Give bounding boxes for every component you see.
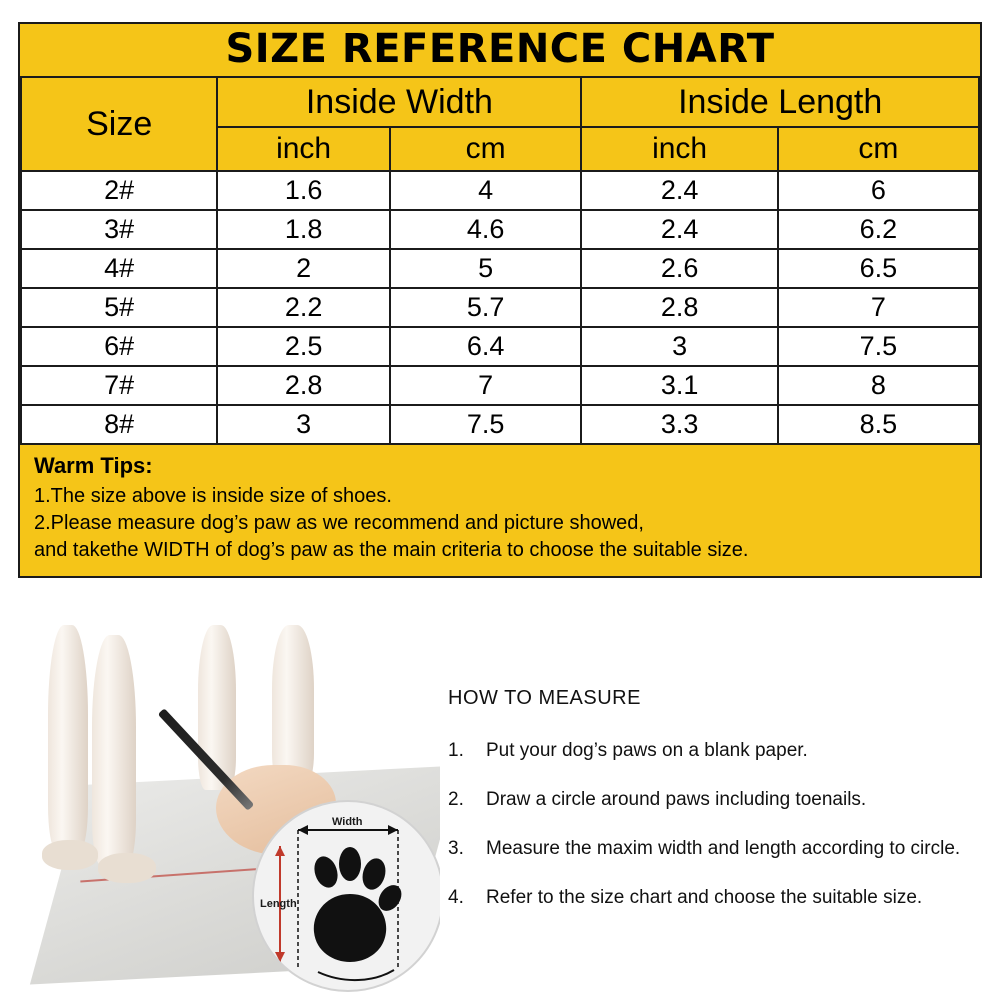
step-number: 2. <box>448 789 464 810</box>
cell-width-inch: 1.6 <box>217 171 389 210</box>
page-title: SIZE REFERENCE CHART <box>225 26 775 72</box>
cell-width-cm: 4 <box>390 171 582 210</box>
cell-length-cm: 6.2 <box>778 210 979 249</box>
cell-length-cm: 8 <box>778 366 979 405</box>
table-row <box>21 210 979 249</box>
cell-length-cm: 8.5 <box>778 405 979 444</box>
list-item <box>448 887 988 909</box>
cell-size: 6# <box>21 327 217 366</box>
cell-size: 3# <box>21 210 217 249</box>
list-item <box>448 838 988 860</box>
dog-leg <box>92 635 136 865</box>
cell-length-inch: 2.8 <box>581 288 777 327</box>
paw-diagram-svg <box>254 802 440 990</box>
cell-width-cm: 5 <box>390 249 582 288</box>
cell-length-inch: 2.4 <box>581 210 777 249</box>
warm-tips-line-3: and takethe WIDTH of dog’s paw as the main criteria to choose the suitable size. <box>34 539 749 561</box>
table-row <box>21 327 979 366</box>
column-header-width-cm: cm <box>390 127 582 171</box>
cell-width-cm: 5.7 <box>390 288 582 327</box>
cell-length-inch: 2.4 <box>581 171 777 210</box>
cell-length-cm: 7.5 <box>778 327 979 366</box>
column-header-inside-width: Inside Width <box>217 77 581 127</box>
cell-width-inch: 3 <box>217 405 389 444</box>
cell-size: 8# <box>21 405 217 444</box>
cell-width-inch: 1.8 <box>217 210 389 249</box>
size-reference-table <box>20 76 980 445</box>
warm-tips-line-1: 1.The size above is inside size of shoes. <box>34 485 392 507</box>
warm-tips-title: Warm Tips: <box>34 453 153 478</box>
cell-width-cm: 6.4 <box>390 327 582 366</box>
cell-length-inch: 2.6 <box>581 249 777 288</box>
cell-width-inch: 2.5 <box>217 327 389 366</box>
length-label: Length <box>260 898 297 910</box>
dog-paw <box>42 840 98 870</box>
size-chart-panel <box>18 22 982 578</box>
paw-measure-diagram <box>252 800 440 992</box>
dog-leg <box>272 625 314 785</box>
cell-length-inch: 3 <box>581 327 777 366</box>
cell-length-cm: 6 <box>778 171 979 210</box>
cell-size: 4# <box>21 249 217 288</box>
column-header-length-inch: inch <box>581 127 777 171</box>
step-text: Draw a circle around paws including toenails. <box>486 789 867 810</box>
list-item <box>448 740 988 762</box>
cell-width-inch: 2 <box>217 249 389 288</box>
list-item <box>448 789 988 811</box>
table-row <box>21 288 979 327</box>
cell-width-cm: 7.5 <box>390 405 582 444</box>
step-text: Refer to the size chart and choose the suitable size. <box>486 887 923 908</box>
cell-length-inch: 3.3 <box>581 405 777 444</box>
cell-width-cm: 7 <box>390 366 582 405</box>
column-header-inside-length: Inside Length <box>581 77 979 127</box>
cell-width-inch: 2.8 <box>217 366 389 405</box>
how-to-measure-section <box>0 625 1000 1000</box>
step-number: 4. <box>448 887 464 908</box>
column-header-length-cm: cm <box>778 127 979 171</box>
column-header-size: Size <box>21 77 217 171</box>
table-row <box>21 249 979 288</box>
cell-width-inch: 2.2 <box>217 288 389 327</box>
warm-tips-section <box>20 445 980 576</box>
table-row <box>21 366 979 405</box>
cell-size: 2# <box>21 171 217 210</box>
warm-tips-line-2: 2.Please measure dog’s paw as we recommend and picture showed, <box>34 512 644 534</box>
table-row <box>21 405 979 444</box>
table-row <box>21 171 979 210</box>
dog-paw <box>98 853 156 883</box>
width-label: Width <box>332 816 363 828</box>
step-text: Put your dog’s paws on a blank paper. <box>486 740 808 761</box>
column-header-width-inch: inch <box>217 127 389 171</box>
cell-size: 7# <box>21 366 217 405</box>
dog-paw-photo <box>20 625 440 993</box>
cell-width-cm: 4.6 <box>390 210 582 249</box>
measure-instructions <box>448 687 988 936</box>
cell-length-cm: 7 <box>778 288 979 327</box>
how-to-measure-heading: HOW TO MEASURE <box>448 687 641 709</box>
step-text: Measure the maxim width and length according to circle. <box>486 838 961 859</box>
cell-length-cm: 6.5 <box>778 249 979 288</box>
table-header-row-main <box>21 77 979 127</box>
step-number: 1. <box>448 740 464 761</box>
cell-length-inch: 3.1 <box>581 366 777 405</box>
cell-size: 5# <box>21 288 217 327</box>
dog-leg <box>48 625 88 850</box>
step-number: 3. <box>448 838 464 859</box>
